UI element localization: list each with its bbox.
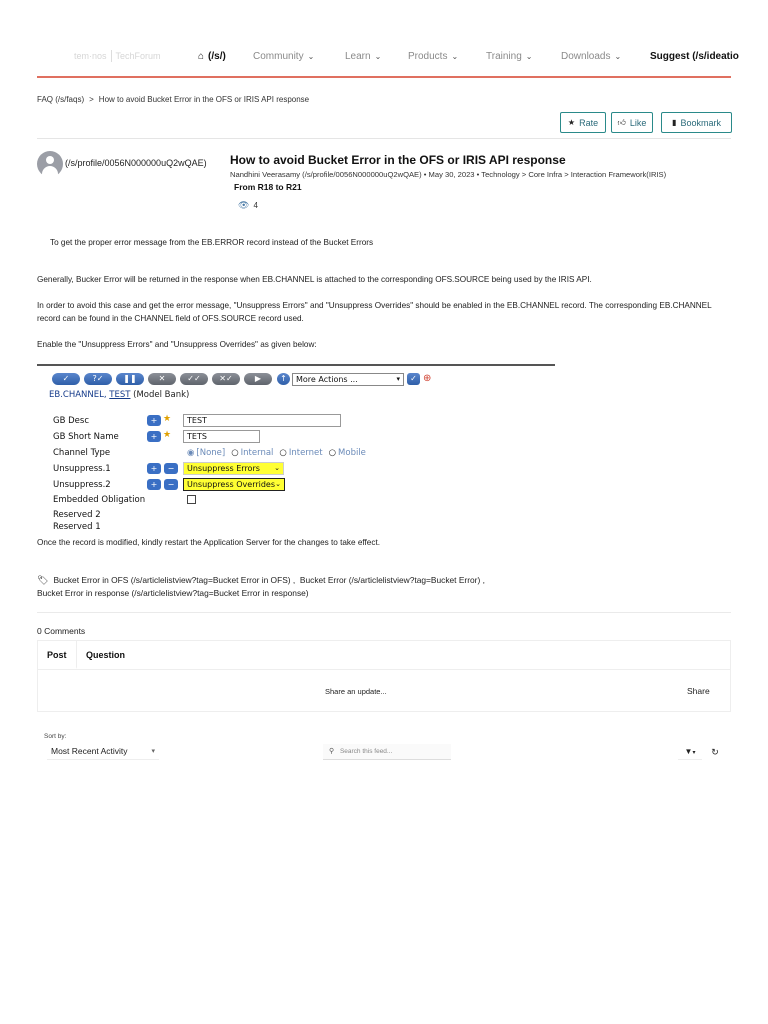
thumbs-up-icon: 👍︎	[617, 117, 626, 127]
nav-suggest[interactable]	[650, 51, 768, 62]
reverse-icon: ✕✓	[212, 373, 240, 385]
sort-label: Sort by:	[44, 733, 67, 740]
unsuppress-2-select	[183, 478, 285, 491]
filter-icon: ▼	[684, 747, 693, 756]
avatar[interactable]	[37, 151, 63, 177]
logo-left: tem·nos	[74, 51, 107, 61]
nav-community-label: Community	[253, 51, 304, 62]
expand-icon: +	[147, 415, 161, 426]
collapse-icon: −	[164, 479, 178, 490]
authorise-icon: ✓✓	[180, 373, 208, 385]
chevron-down-icon: ▾	[692, 750, 696, 756]
breadcrumb-separator: >	[89, 95, 94, 104]
avatar-head	[46, 156, 54, 164]
tab-post[interactable]: Post	[38, 641, 77, 669]
record-header	[49, 390, 189, 400]
radio-label: Internal	[240, 448, 274, 458]
gb-short-name-field: TETS	[183, 430, 260, 443]
post-paragraph-2: In order to avoid this case and get the error message, "Unsuppress Errors" and "Unsuppress Overrides" should be enabled in the EB.CHANNEL record. The corresponding EB.CHANNEL record can be found in the CHANNEL field of OFS.SOURCE record used.	[37, 301, 712, 323]
tag-link[interactable]: Bucket Error in response (/s/articlelistview?tag=Bucket Error in response)	[37, 588, 309, 598]
post-paragraph-1: Generally, Bucker Error will be returned in the response when EB.CHANNEL is attached to the corresponding OFS.SOURCE being used by the IRIS API.	[37, 275, 592, 284]
nav-home-label: (/s/)	[208, 51, 226, 62]
radio-label: Mobile	[338, 448, 366, 458]
post-intro: To get the proper error message from the EB.ERROR record instead of the Bucket Errors	[50, 238, 374, 247]
chevron-down-icon: ⌄	[525, 52, 533, 61]
chevron-down-icon: ⌄	[614, 52, 622, 61]
bookmark-label: Bookmark	[680, 117, 721, 128]
nav-accent-divider	[37, 76, 731, 78]
nav-training[interactable]	[486, 51, 532, 62]
field-label: Reserved 2	[53, 510, 101, 520]
nav-downloads[interactable]	[561, 51, 621, 62]
logo-divider	[111, 50, 112, 62]
eye-icon: 👁︎	[238, 200, 250, 210]
field-label: Reserved 1	[53, 522, 101, 532]
breadcrumb	[37, 95, 309, 104]
nav-products[interactable]	[408, 51, 458, 62]
profile-link[interactable]: (/s/profile/0056N000000uQ2wQAE)	[65, 158, 207, 168]
radio-icon: ○	[231, 448, 239, 458]
feed-search-input[interactable]	[323, 744, 451, 760]
expand-icon: +	[147, 479, 161, 490]
unsuppress-1-value: Unsuppress Errors	[187, 464, 260, 473]
field-label: Unsuppress.1	[53, 464, 111, 474]
nav-suggest-label: Suggest (/s/ideatio	[650, 51, 739, 62]
like-button[interactable]	[611, 112, 653, 133]
logo-right: TechForum	[115, 51, 161, 61]
page-title: How to avoid Bucket Error in the OFS or IRIS API response	[230, 153, 566, 167]
record-id: TEST	[109, 390, 131, 400]
radio-selected-icon: ◉	[187, 448, 195, 458]
sort-value: Most Recent Activity	[51, 746, 128, 756]
header-divider	[37, 138, 731, 139]
avatar-body	[42, 166, 58, 178]
refresh-icon: ↻	[711, 747, 719, 757]
tag-separator: ,	[290, 575, 300, 585]
like-label: Like	[629, 117, 647, 128]
view-count-value: 4	[253, 201, 258, 210]
feed-publisher	[37, 640, 731, 712]
gb-desc-field: TEST	[183, 414, 341, 427]
collapse-icon: −	[164, 463, 178, 474]
post-subtitle: From R18 to R21	[234, 182, 302, 192]
search-placeholder: Search this feed...	[339, 748, 393, 755]
mandatory-star-icon: ★	[163, 430, 172, 440]
nav-home[interactable]	[198, 51, 226, 62]
refresh-button[interactable]	[706, 744, 724, 760]
nav-learn[interactable]	[345, 51, 381, 62]
chevron-down-icon: ⌄	[307, 52, 315, 61]
radio-label: [None]	[196, 448, 226, 458]
search-icon: ⚲	[329, 748, 335, 755]
mandatory-star-icon: ★	[163, 414, 172, 424]
nav-training-label: Training	[486, 51, 522, 62]
record-company: (Model Bank)	[133, 390, 190, 400]
commit-icon: ✓	[52, 373, 80, 385]
field-label: Embedded Obligation	[53, 495, 146, 505]
more-actions-label: More Actions ...	[296, 375, 358, 384]
more-actions-select	[292, 373, 404, 386]
chevron-down-icon: ⌄	[274, 464, 280, 472]
post-paragraph-3: Enable the "Unsuppress Errors" and "Unsuppress Overrides" as given below:	[37, 340, 317, 349]
tag-link[interactable]: Bucket Error in OFS (/s/articlelistview?tag=Bucket Error in OFS)	[53, 575, 291, 585]
go-icon: ✓	[407, 373, 420, 385]
unsuppress-1-select	[183, 462, 284, 475]
tab-divider	[38, 669, 730, 670]
chevron-down-icon: ▾	[151, 748, 155, 755]
post-meta: Nandhini Veerasamy (/s/profile/0056N000000uQ2wQAE) • May 30, 2023 • Technology > Core Infra > Interaction Framework(IRIS)	[230, 170, 667, 179]
field-label: Unsuppress.2	[53, 480, 111, 490]
nav-products-label: Products	[408, 51, 448, 62]
lifebuoy-icon: ⊕	[423, 373, 432, 384]
chevron-down-icon: ⌄	[451, 52, 459, 61]
validate-icon: ?✓	[84, 373, 112, 385]
bookmark-icon: ▮	[672, 118, 677, 127]
bookmark-button[interactable]	[661, 112, 732, 133]
hold-icon: ❚❚	[116, 373, 144, 385]
record-app: EB.CHANNEL,	[49, 390, 107, 400]
field-label: GB Desc	[53, 416, 89, 426]
expand-icon: +	[147, 431, 161, 442]
channel-type-radios	[187, 448, 366, 458]
share-update-input[interactable]: Share an update...	[325, 687, 387, 696]
rate-label: Rate	[579, 117, 599, 128]
breadcrumb-faq[interactable]: FAQ (/s/faqs)	[37, 95, 85, 104]
chevron-down-icon: ▾	[396, 375, 400, 383]
home-icon: ⌂	[198, 51, 205, 62]
filter-button[interactable]	[678, 744, 702, 760]
delete-icon: ✕	[148, 373, 176, 385]
expand-icon: +	[147, 463, 161, 474]
comment-count: 0 Comments	[37, 626, 86, 636]
tag-list	[37, 574, 737, 600]
radio-internal	[231, 448, 273, 458]
post-paragraph-4: Once the record is modified, kindly restart the Application Server for the changes to take effect.	[37, 538, 380, 547]
rate-button[interactable]	[560, 112, 606, 133]
nav-downloads-label: Downloads	[561, 51, 611, 62]
field-label: GB Short Name	[53, 432, 119, 442]
sort-select[interactable]	[47, 743, 159, 760]
chevron-down-icon: ⌄	[275, 480, 281, 488]
tags-divider	[37, 612, 731, 613]
radio-none	[187, 448, 225, 458]
embedded-screenshot	[37, 364, 555, 532]
radio-internet	[279, 448, 322, 458]
next-icon: ▶	[244, 373, 272, 385]
nav-community[interactable]	[253, 51, 314, 62]
info-icon: ↑	[277, 373, 290, 385]
tag-icon: 🏷︎	[37, 575, 49, 585]
star-icon: ★	[567, 118, 576, 127]
top-nav	[0, 44, 768, 70]
embedded-obligation-checkbox	[187, 495, 196, 504]
nav-learn-label: Learn	[345, 51, 371, 62]
tag-separator: ,	[480, 575, 485, 585]
radio-icon: ○	[279, 448, 287, 458]
chevron-down-icon: ⌄	[374, 52, 382, 61]
site-logo[interactable]	[74, 50, 161, 62]
breadcrumb-current: How to avoid Bucket Error in the OFS or IRIS API response	[98, 95, 310, 104]
tag-link[interactable]: Bucket Error (/s/articlelistview?tag=Bucket Error)	[299, 575, 481, 585]
field-label: Channel Type	[53, 448, 111, 458]
radio-mobile	[329, 448, 366, 458]
radio-icon: ○	[328, 448, 337, 458]
view-count	[238, 200, 258, 211]
radio-label: Internet	[288, 448, 323, 458]
share-button[interactable]: Share	[687, 686, 710, 696]
tab-question[interactable]: Question	[86, 650, 126, 660]
unsuppress-2-value: Unsuppress Overrides	[187, 480, 276, 489]
